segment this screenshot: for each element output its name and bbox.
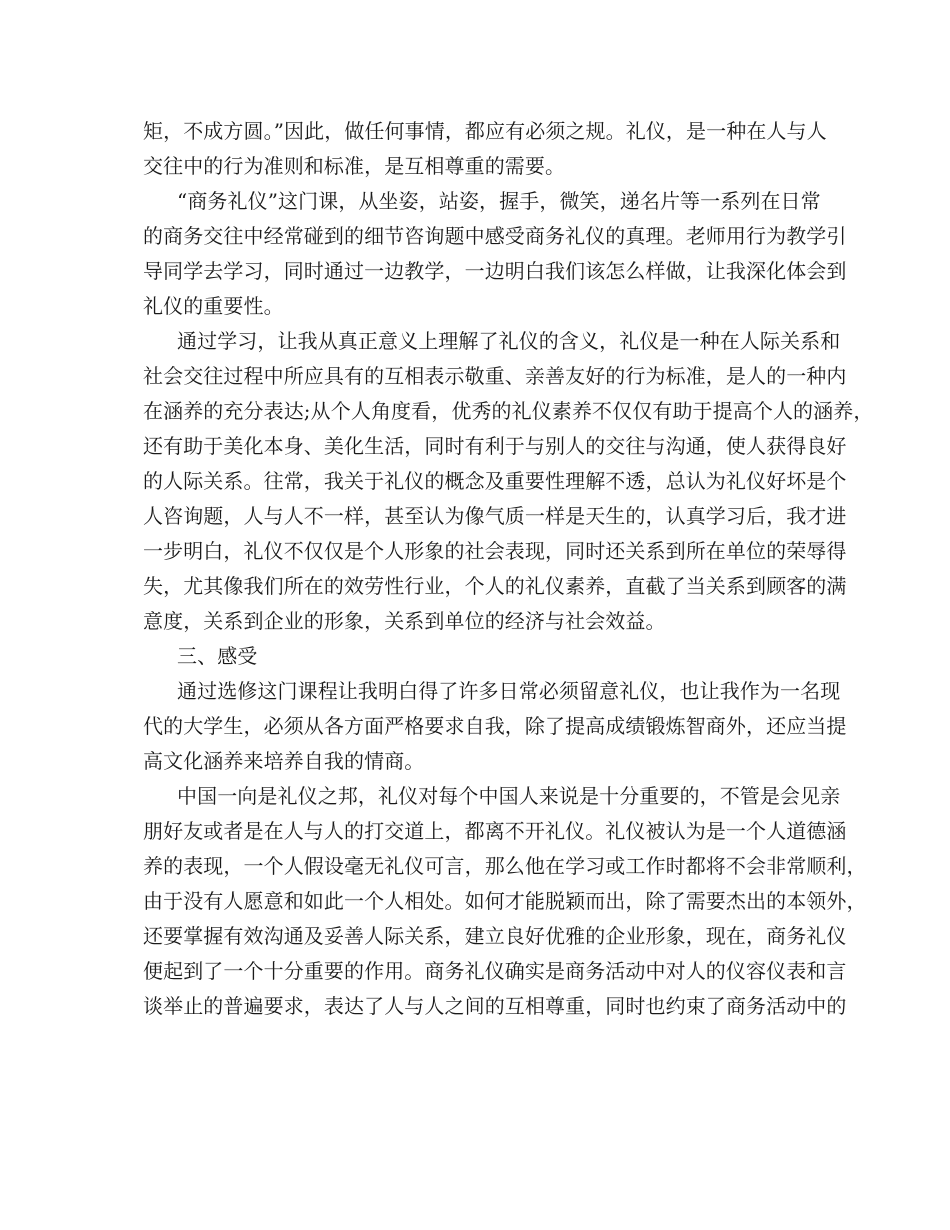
paragraph-start: 通过学习，让我从真正意义上理解了礼仪的含义，礼仪是一种在人际关系和 [177, 329, 841, 353]
text-line: 养的表现，一个人假设毫无礼仪可言，那么他在学习或工作时都将不会非常顺利， [143, 854, 867, 878]
section-heading: 三、感受 [177, 644, 258, 668]
text-line: 一步明白，礼仪不仅仅是个人形象的社会表现，同时还关系到所在单位的荣辱得 [143, 539, 847, 563]
text-line: 还有助于美化本身、美化生活，同时有利于与别人的交往与沟通，使人获得良好 [143, 434, 847, 458]
text-line: 的人际关系。往常，我关于礼仪的概念及重要性理解不透，总认为礼仪好坏是个 [143, 469, 847, 493]
text-line: 谈举止的普遍要求，表达了人与人之间的互相尊重，同时也约束了商务活动中的 [143, 994, 847, 1018]
paragraph-start: 通过选修这门课程让我明白得了许多日常必须留意礼仪，也让我作为一名现 [177, 679, 841, 703]
text-line: 朋好友或者是在人与人的打交道上，都离不开礼仪。礼仪被认为是一个人道德涵 [143, 819, 847, 843]
text-line: 便起到了一个十分重要的作用。商务礼仪确实是商务活动中对人的仪容仪表和言 [143, 959, 847, 983]
text-line: 的商务交往中经常碰到的细节咨询题中感受商务礼仪的真理。老师用行为教学引 [143, 224, 847, 248]
text-line: 高文化涵养来培养自我的情商。 [143, 749, 425, 773]
text-line: 代的大学生，必须从各方面严格要求自我，除了提高成绩锻炼智商外，还应当提 [143, 714, 847, 738]
text-line: 还要掌握有效沟通及妥善人际关系，建立良好优雅的企业形象，现在，商务礼仪 [143, 924, 847, 948]
text-line: 在涵养的充分表达;从个人角度看，优秀的礼仪素养不仅仅有助于提高个人的涵养， [143, 399, 874, 423]
text-line: 交往中的行为准则和标准，是互相尊重的需要。 [143, 154, 566, 178]
text-line: 礼仪的重要性。 [143, 294, 284, 318]
paragraph-start: “商务礼仪”这门课，从坐姿，站姿，握手，微笑，递名片等一系列在日常 [177, 189, 821, 213]
text-line: 矩，不成方圆。”因此，做任何事情，都应有必须之规。礼仪，是一种在人与人 [143, 119, 827, 143]
paragraph-start: 中国一向是礼仪之邦，礼仪对每个中国人来说是十分重要的，不管是会见亲 [177, 784, 841, 808]
text-line: 人咨询题，人与人不一样，甚至认为像气质一样是天生的，认真学习后，我才进 [143, 504, 847, 528]
text-line: 导同学去学习，同时通过一边教学，一边明白我们该怎么样做，让我深化体会到 [143, 259, 847, 283]
text-line: 意度，关系到企业的形象，关系到单位的经济与社会效益。 [143, 609, 666, 633]
text-line: 失，尤其像我们所在的效劳性行业，个人的礼仪素养，直截了当关系到顾客的满 [143, 574, 847, 598]
text-line: 社会交往过程中所应具有的互相表示敬重、亲善友好的行为标准，是人的一种内 [143, 364, 847, 388]
text-line: 由于没有人愿意和如此一个人相处。如何才能脱颖而出，除了需要杰出的本领外， [143, 889, 867, 913]
